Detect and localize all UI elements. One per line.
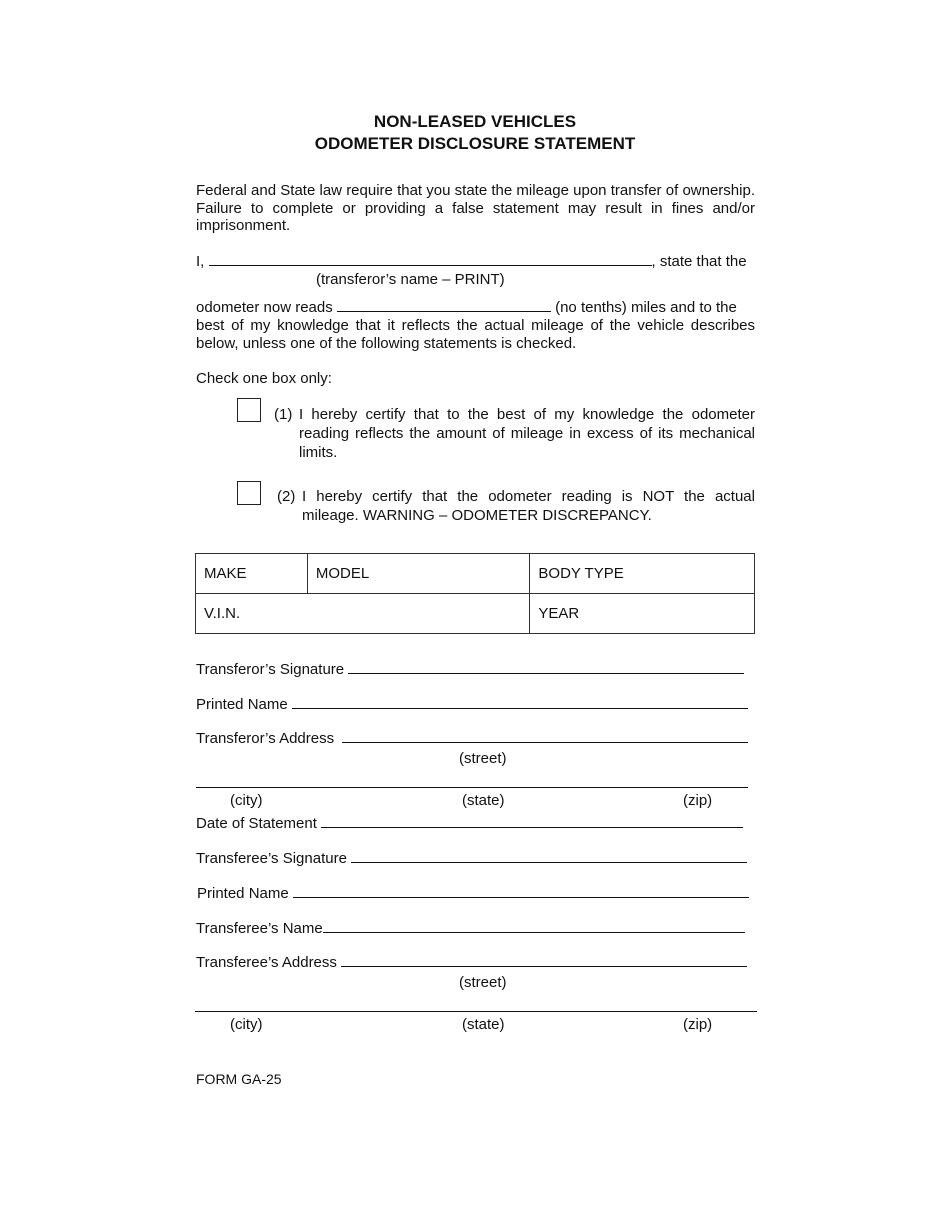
transferee-city-caption: (city) xyxy=(230,1016,263,1033)
transferee-zip-caption: (zip) xyxy=(683,1016,713,1033)
odometer-continuation xyxy=(196,317,755,352)
statement-suffix: , state that the xyxy=(651,253,747,270)
transferor-signature-field[interactable] xyxy=(348,661,744,674)
transferee-address-row xyxy=(196,954,747,971)
form-title-line2: ODOMETER DISCLOSURE STATEMENT xyxy=(314,134,636,153)
intro-paragraph xyxy=(196,182,755,235)
odometer-prefix: odometer now reads xyxy=(196,299,333,316)
check-instruction: Check one box only: xyxy=(196,370,332,387)
option-1-text: I hereby certify that to the best of my knowledge the odometer reading reflects the amount of mileage in excess of its mechanical limits. xyxy=(299,406,755,461)
odometer-suffix: (no tenths) miles and to the xyxy=(555,299,737,316)
transferor-state-caption: (state) xyxy=(462,792,505,809)
transferee-name-row xyxy=(196,920,745,937)
transferee-printed-name-field[interactable] xyxy=(293,885,749,898)
transferee-city-state-zip-field[interactable] xyxy=(195,1011,757,1012)
vin-cell[interactable]: V.I.N. xyxy=(196,594,530,634)
vehicle-row-2 xyxy=(196,594,755,634)
transferor-address-row xyxy=(196,730,748,747)
transferee-printed-name-label: Printed Name xyxy=(197,885,289,902)
transferee-name-label: Transferee’s Name xyxy=(196,920,323,937)
odometer-reading-field[interactable] xyxy=(337,299,551,312)
form-title-line1: NON-LEASED VEHICLES xyxy=(373,112,577,131)
option-1-number: (1) xyxy=(274,406,293,423)
transferee-printed-name-row xyxy=(197,885,749,902)
transferee-signature-label: Transferee’s Signature xyxy=(196,850,347,867)
option-2-checkbox[interactable] xyxy=(237,481,261,505)
transferor-name-caption: (transferor’s name – PRINT) xyxy=(316,271,505,288)
transferor-printed-name-row xyxy=(196,696,748,713)
option-2-text: I hereby certify that the odometer reading is NOT the actual mileage. WARNING – ODOMETER DISCREPANCY. xyxy=(302,488,755,524)
transferee-street-field[interactable] xyxy=(341,954,747,967)
option-1 xyxy=(274,405,755,462)
transferee-signature-field[interactable] xyxy=(351,850,747,863)
vehicle-info-table xyxy=(195,553,755,634)
transferor-name-statement xyxy=(196,253,747,270)
option-1-checkbox[interactable] xyxy=(237,398,261,422)
transferee-street-caption: (street) xyxy=(459,974,507,991)
body-type-cell[interactable]: BODY TYPE xyxy=(530,554,755,594)
date-of-statement-field[interactable] xyxy=(321,815,743,828)
transferee-name-field[interactable] xyxy=(323,920,745,933)
transferor-city-state-zip-field[interactable] xyxy=(196,787,748,788)
transferor-signature-row xyxy=(196,661,744,678)
transferor-street-field[interactable] xyxy=(342,730,748,743)
transferor-address-label: Transferor’s Address xyxy=(196,730,335,747)
transferor-signature-label: Transferor’s Signature xyxy=(196,661,345,678)
model-cell[interactable]: MODEL xyxy=(307,554,530,594)
vehicle-row-1 xyxy=(196,554,755,594)
transferor-printed-name-label: Printed Name xyxy=(196,696,288,713)
transferor-zip-caption: (zip) xyxy=(683,792,713,809)
transferee-address-label: Transferee’s Address xyxy=(196,954,337,971)
transferor-printed-name-field[interactable] xyxy=(292,696,748,709)
option-2 xyxy=(277,487,755,525)
date-of-statement-row xyxy=(196,815,743,832)
transferee-state-caption: (state) xyxy=(462,1016,505,1033)
statement-prefix: I, xyxy=(196,253,205,270)
date-of-statement-label: Date of Statement xyxy=(196,815,317,832)
transferor-street-caption: (street) xyxy=(459,750,507,767)
make-cell[interactable]: MAKE xyxy=(196,554,308,594)
form-id: FORM GA-25 xyxy=(196,1071,282,1087)
option-2-number: (2) xyxy=(277,488,296,505)
odometer-statement xyxy=(196,299,737,316)
odometer-continuation-text: best of my knowledge that it reflects the actual mileage of the vehicle describes below, unless one of the following statements is checked. xyxy=(196,317,755,352)
transferor-city-caption: (city) xyxy=(230,792,263,809)
year-cell[interactable]: YEAR xyxy=(530,594,755,634)
intro-text: Federal and State law require that you state the mileage upon transfer of ownership. Failure to complete or providing a false statement may result in fines and/or imprisonment. xyxy=(196,182,755,235)
transferor-name-field[interactable] xyxy=(209,253,652,266)
transferee-signature-row xyxy=(196,850,747,867)
